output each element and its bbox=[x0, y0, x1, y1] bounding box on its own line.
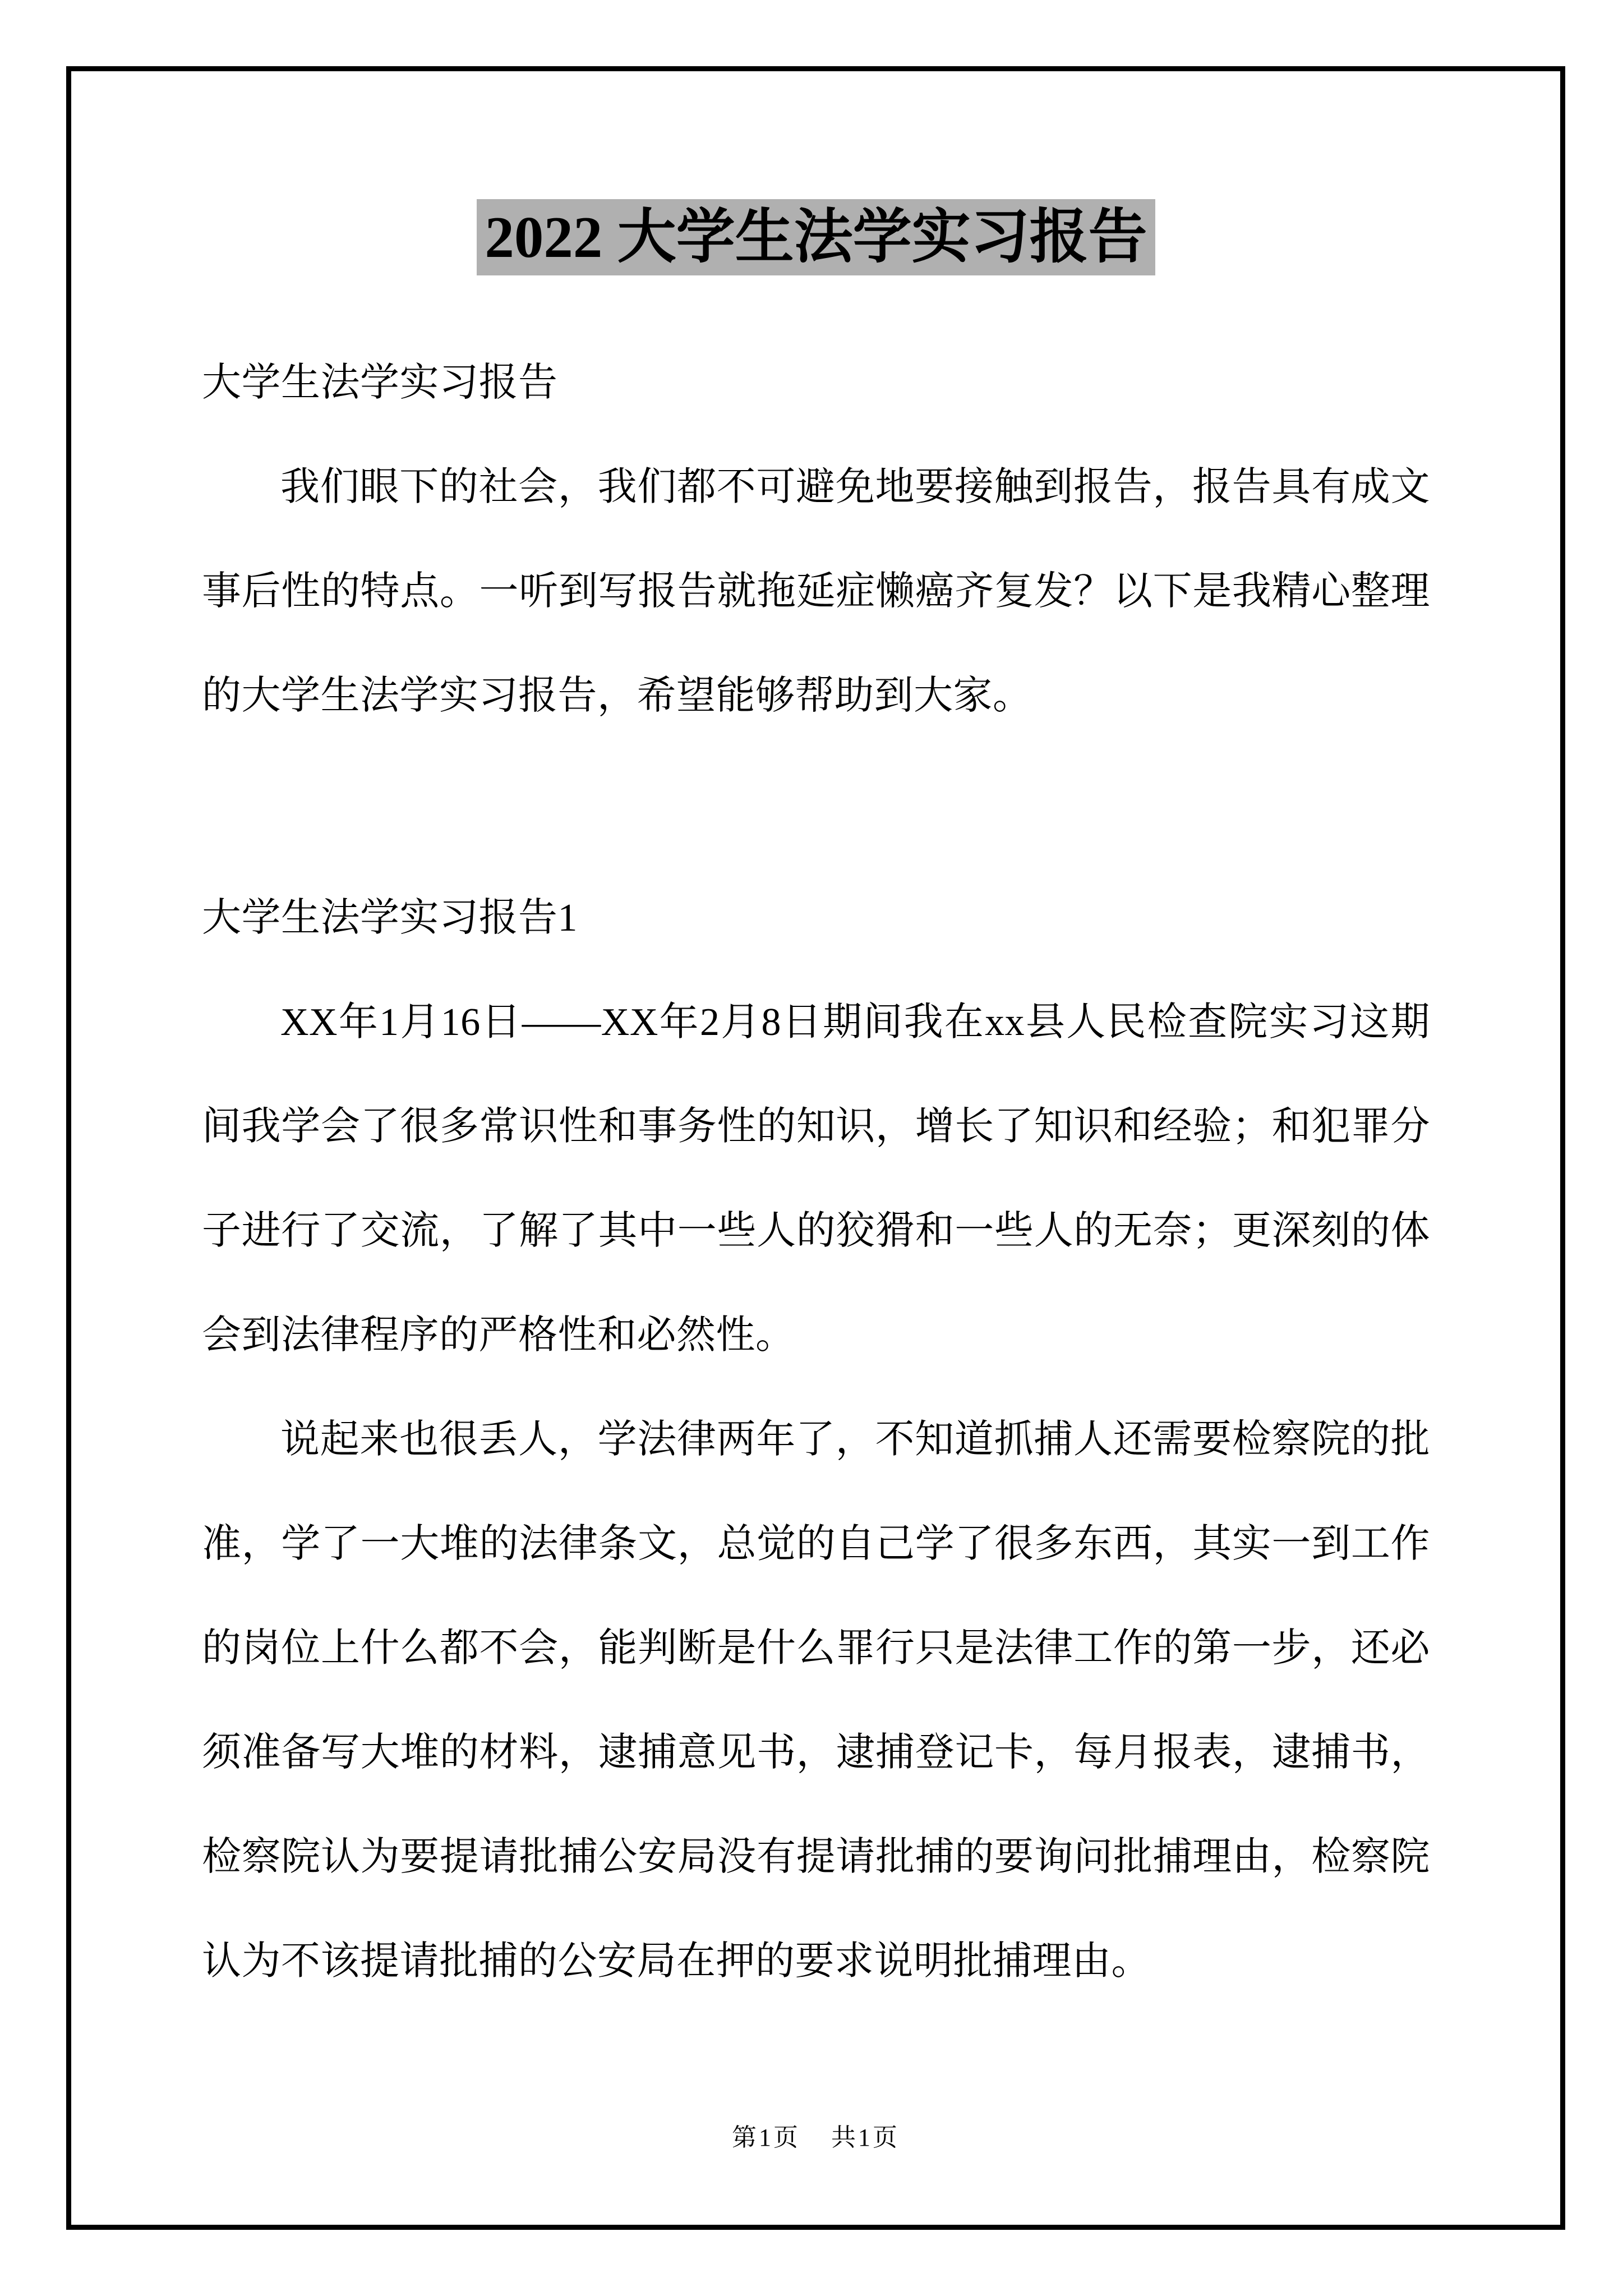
footer-page-number: 第1页 bbox=[732, 2124, 800, 2151]
intro-paragraph: 我们眼下的社会，我们都不可避免地要接触到报告，报告具有成文事后性的特点。一听到写报告就拖延症懒癌齐复发？以下是我精心整理的大学生法学实习报告，希望能够帮助到大家。 bbox=[202, 466, 1430, 717]
document-content bbox=[71, 71, 1560, 2014]
page-footer bbox=[71, 2124, 1560, 2152]
document-title-row bbox=[202, 199, 1430, 275]
document-title: 2022 大学生法学实习报告 bbox=[477, 199, 1155, 275]
paragraph-gap bbox=[202, 748, 1430, 866]
report-subtitle: 大学生法学实习报告 bbox=[202, 361, 558, 404]
page-border bbox=[66, 66, 1565, 2230]
footer-page-total: 共1页 bbox=[831, 2124, 900, 2151]
section-1-paragraph-1: XX年1月16日——XX年2月8日期间我在xx县人民检查院实习这期间我学会了很多常识性和事务性的知识，增长了知识和经验；和犯罪分子进行了交流，了解了其中一些人的狡猾和一些人的无奈；更深刻的体会到法律程序的严格性和必然性。 bbox=[202, 1001, 1430, 1357]
section-1-heading: 大学生法学实习报告1 bbox=[202, 896, 578, 940]
section-1-paragraph-2: 说起来也很丢人，学法律两年了，不知道抓捕人还需要检察院的批准，学了一大堆的法律条文，总觉的自己学了很多东西，其实一到工作的岗位上什么都不会，能判断是什么罪行只是法律工作的第一步，还必须准备写大堆的材料，逮捕意见书，逮捕登记卡，每月报表，逮捕书，检察院认为要提请批捕公安局没有提请批捕的要询问批捕理由，检察院认为不该提请批捕的公安局在押的要求说明批捕理由。 bbox=[202, 1418, 1430, 1983]
